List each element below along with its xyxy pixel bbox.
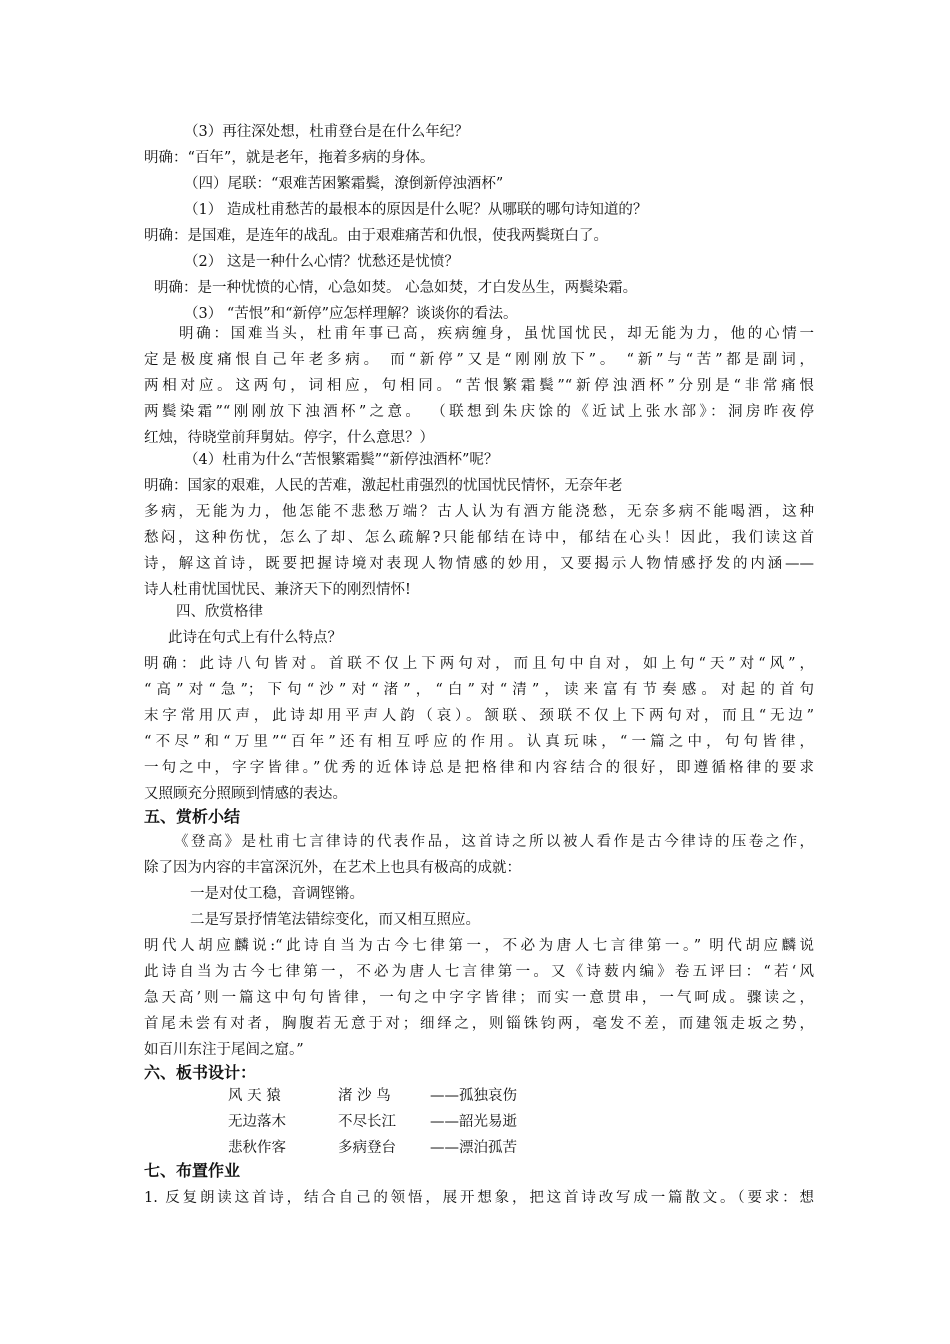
board-cell: 不尽长江 — [338, 1114, 396, 1130]
paragraph-line: 此诗自当为古今七律第一，不必为唐人七言律第一。又《诗薮内编》卷五评曰：“若‘风 — [144, 964, 814, 980]
paragraph-line: 多病，无能为力，他怎能不悲愁万端？古人认为有酒方能浇愁，无奈多病不能喝酒，这种 — [144, 504, 814, 520]
paragraph-line: 诗人杜甫忧国忧民、兼济天下的刚烈情怀! — [144, 582, 411, 598]
paragraph-line: 红烛，待晓堂前拜舅姑。停字，什么意思？） — [144, 430, 434, 446]
paragraph-line: 《登高》是杜甫七言律诗的代表作品，这首诗之所以被人看作是古今律诗的压卷之作， — [174, 834, 814, 850]
section-subheading: 四、欣赏格律 — [176, 604, 263, 620]
question-line: （4）杜甫为什么“苦恨繁霜鬓”“新停浊酒杯”呢？ — [184, 452, 499, 468]
board-cell: 渚 沙 鸟 — [338, 1088, 391, 1104]
paragraph-line: 急天高’则一篇这中句句皆律，一句之中字字皆律；而实一意贯串，一气呵成。骤读之， — [144, 990, 814, 1006]
list-item: 一是对仗工稳，音调铿锵。 — [190, 886, 364, 902]
question-line: 此诗在句式上有什么特点？ — [168, 630, 342, 646]
paragraph-line: 定是极度痛恨自己年老多病。 而“新停”又是“刚刚放下”。 “新”与“苦”都是副词， — [144, 352, 814, 368]
paragraph-line: 除了因为内容的丰富深沉外，在艺术上也具有极高的成就： — [144, 860, 521, 876]
homework-item: 1. 反复朗读这首诗，结合自己的领悟，展开想象，把这首诗改写成一篇散文。（要求：想 — [144, 1190, 814, 1206]
paragraph-line: 明代人胡应麟说:“此诗自当为古今七律第一，不必为唐人七言律第一。” 明代胡应麟说 — [144, 938, 814, 954]
answer-line: 明确：是一种忧愤的心情，心急如焚。 心急如焚，才白发丛生，两鬓染霜。 — [154, 280, 638, 296]
board-cell: 风 天 猿 — [228, 1088, 281, 1104]
answer-line: 明确：“百年”，就是老年，拖着多病的身体。 — [144, 150, 435, 166]
list-item: 二是写景抒情笔法错综变化，而又相互照应。 — [190, 912, 480, 928]
section-heading-homework: 七、布置作业 — [144, 1161, 241, 1180]
board-cell: ——韶光易逝 — [430, 1114, 517, 1130]
paragraph-line: 明确：国难当头，杜甫年事已高，疾病缠身，虽忧国忧民，却无能为力，他的心情一 — [179, 326, 814, 342]
paragraph-line: 两鬓染霜”“刚刚放下浊酒杯”之意。 （联想到朱庆馀的《近试上张水部》：洞房昨夜停 — [144, 404, 814, 420]
board-cell: ——孤独哀伤 — [430, 1088, 517, 1104]
board-cell: 无边落木 — [228, 1114, 286, 1130]
paragraph-line: “高”对“急”；下句“沙”对“渚”，“白”对“清”，读来富有节奏感。对起的首句 — [144, 682, 814, 698]
paragraph-line: 愁闷，这种伤忧，怎么了却、怎么疏解?只能郁结在诗中，郁结在心头！因此，我们读这首 — [144, 530, 814, 546]
section-heading-board: 六、板书设计： — [144, 1063, 257, 1082]
board-cell: 多病登台 — [338, 1140, 396, 1156]
paragraph-line: 两相对应。这两句，词相应，句相同。“苦恨繁霜鬓”“新停浊酒杯”分别是“非常痛恨 — [144, 378, 814, 394]
paragraph-line: 末字常用仄声，此诗却用平声人韵（哀）。颔联、颈联不仅上下两句对，而且“无边” — [144, 708, 814, 724]
question-line: （3）再往深处想，杜甫登台是在什么年纪？ — [184, 124, 469, 140]
answer-line: 明确：此诗八句皆对。首联不仅上下两句对，而且句中自对，如上句“天”对“风”， — [144, 656, 814, 672]
board-cell: 悲秋作客 — [228, 1140, 286, 1156]
answer-line: 明确：国家的艰难，人民的苦难，激起杜甫强烈的忧国忧民情怀，无奈年老 — [144, 478, 623, 494]
board-cell: ——漂泊孤苦 — [430, 1140, 517, 1156]
paragraph-line: “不尽”和“万里”“百年”还有相互呼应的作用。认真玩味，“一篇之中，句句皆律， — [144, 734, 814, 750]
question-line: （3） “苦恨”和“新停”应怎样理解？谈谈你的看法。 — [184, 306, 518, 322]
paragraph-line: 首尾未尝有对者，胸腹若无意于对；细绎之，则锱铢钧两，毫发不差，而建瓴走坂之势， — [144, 1016, 814, 1032]
section-heading-summary: 五、赏析小结 — [144, 807, 241, 826]
answer-line: 明确：是国难，是连年的战乱。由于艰难痛苦和仇恨，使我两鬓斑白了。 — [144, 228, 608, 244]
paragraph-line: 如百川东注于尾闾之窟。” — [144, 1042, 304, 1058]
question-line: （2） 这是一种什么心情？忧愁还是忧愤？ — [184, 254, 459, 270]
paragraph-line: 诗，解这首诗，既要把握诗境对表现人物情感的妙用，又要揭示人物情感抒发的内涵—— — [144, 556, 814, 572]
section-subheading: （四）尾联：“艰难苦困繁霜鬓，潦倒新停浊酒杯” — [184, 176, 504, 192]
paragraph-line: 又照顾充分照顾到情感的表达。 — [144, 786, 347, 802]
question-line: （1） 造成杜甫愁苦的最根本的原因是什么呢？从哪联的哪句诗知道的？ — [184, 202, 648, 218]
paragraph-line: 一句之中，字字皆律。”优秀的近体诗总是把格律和内容结合的很好，即遵循格律的要求 — [144, 760, 814, 776]
